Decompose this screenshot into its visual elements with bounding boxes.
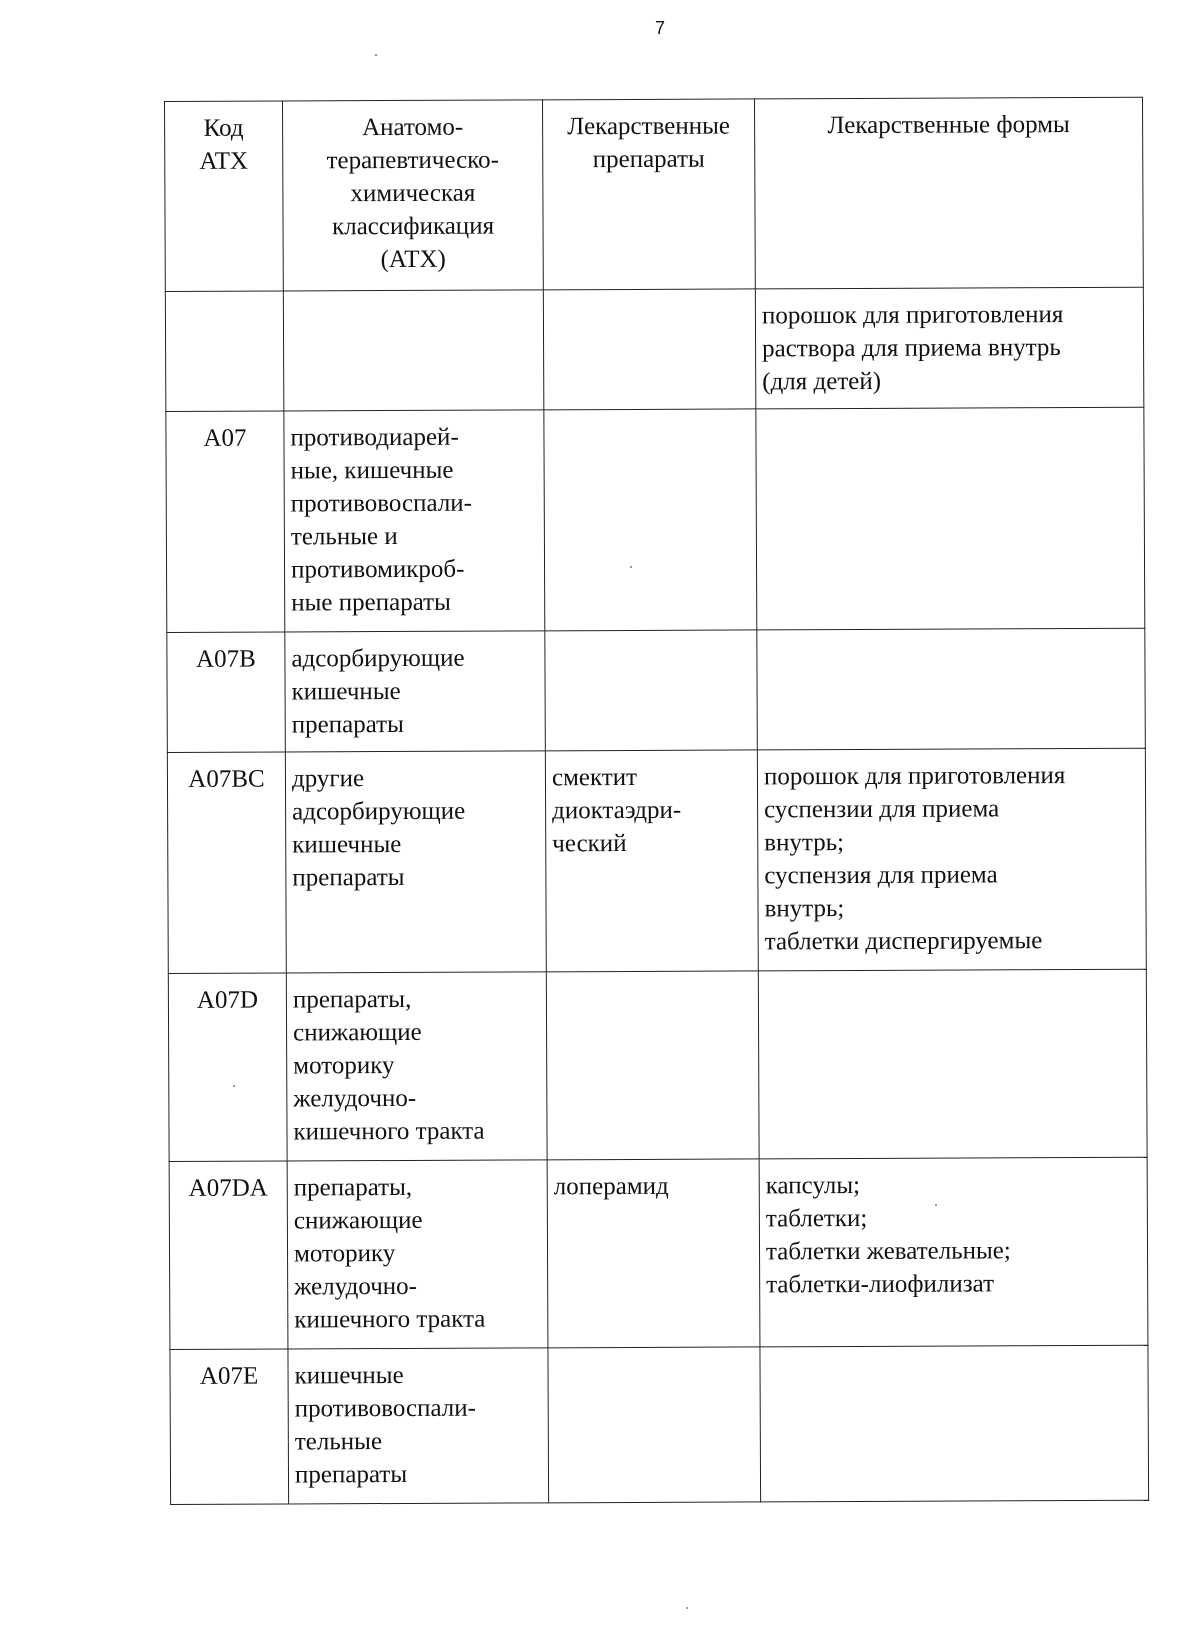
table-row — [167, 628, 1146, 752]
scan-speck — [375, 54, 377, 56]
scan-speck — [630, 566, 632, 568]
classification-cell: препараты, снижающие моторику желудочно- кишечного тракта — [286, 972, 547, 1161]
atx-code-cell: A07 — [166, 411, 285, 633]
classification-cell: кишечные противовоспали- тельные препараты — [288, 1348, 549, 1504]
header-code: Код ATX — [165, 101, 284, 292]
forms-cell — [757, 628, 1146, 750]
atx-code-cell: A07B — [167, 632, 286, 753]
table-row — [168, 969, 1147, 1161]
table-row — [170, 1345, 1149, 1504]
atx-code-cell: A07BC — [167, 752, 286, 974]
drugs-cell — [545, 630, 758, 751]
header-forms: Лекарственные формы — [754, 97, 1143, 289]
classification-cell: адсорбирующие кишечные препараты — [285, 631, 546, 752]
forms-cell: порошок для приготовления раствора для приема внутрь (для детей) — [755, 287, 1144, 409]
forms-cell — [760, 1345, 1149, 1502]
classification-cell: препараты, снижающие моторику желудочно- кишечного тракта — [287, 1160, 548, 1349]
drugs-cell — [546, 971, 759, 1160]
scan-speck — [935, 1204, 937, 1206]
header-row — [165, 97, 1144, 291]
drugs-cell: смектит диоктаэдри- ческий — [545, 750, 758, 972]
classification-cell — [283, 290, 544, 411]
forms-cell — [756, 407, 1145, 630]
table-row — [169, 1157, 1148, 1349]
atx-table — [164, 97, 1149, 1505]
header-classification: Анатомо- терапевтическо- химическая классификация (ATX) — [283, 100, 544, 291]
forms-cell — [758, 969, 1147, 1159]
page-number: 7 — [654, 18, 665, 38]
forms-cell: капсулы; таблетки; таблетки жевательные; таблетки-лиофилизат — [759, 1157, 1148, 1347]
scan-speck — [233, 1085, 235, 1087]
forms-cell: порошок для приготовления суспензии для приема внутрь; суспензия для приема внутрь; таблетки диспергируемые — [757, 748, 1146, 971]
table-row — [167, 748, 1146, 973]
drugs-cell: лоперамид — [547, 1159, 760, 1348]
header-drugs: Лекарственные препараты — [542, 99, 755, 290]
classification-cell: другие адсорбирующие кишечные препараты — [285, 751, 546, 973]
atx-code-cell: A07D — [168, 973, 287, 1162]
atx-code-cell: A07E — [170, 1349, 289, 1505]
table-row — [165, 287, 1144, 411]
atx-code-cell: A07DA — [169, 1161, 288, 1350]
table-row — [166, 407, 1145, 632]
drugs-cell — [543, 289, 756, 410]
atx-code-cell — [165, 291, 284, 412]
drugs-cell — [544, 409, 757, 631]
drugs-cell — [548, 1347, 761, 1503]
scan-speck — [686, 1607, 688, 1609]
classification-cell: противодиарей- ные, кишечные противовоспали- тельные и противомикроб- ные препараты — [284, 410, 545, 632]
